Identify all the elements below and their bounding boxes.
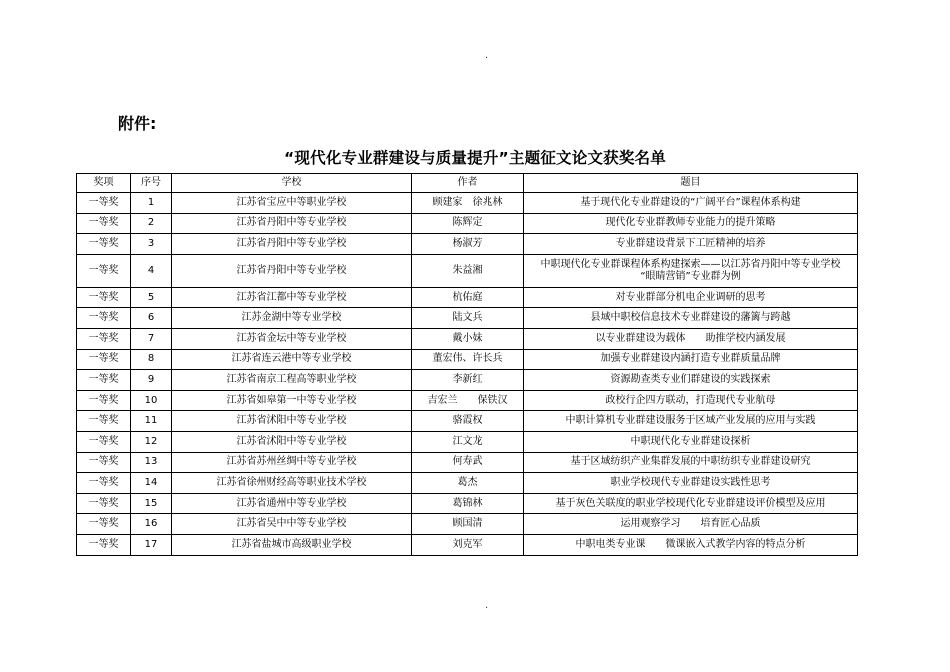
cell-school: 江苏省金坛中等专业学校 (172, 328, 412, 349)
cell-topic: 以专业群建设为载体 助推学校内涵发展 (524, 328, 858, 349)
cell-school: 江苏省宝应中等职业学校 (172, 193, 412, 214)
cell-award: 一等奖 (77, 234, 131, 255)
cell-school: 江苏省徐州财经高等职业技术学校 (172, 473, 412, 494)
cell-school: 江苏省江都中等专业学校 (172, 287, 412, 308)
cell-number: 15 (131, 493, 172, 514)
cell-number: 16 (131, 514, 172, 535)
cell-number: 12 (131, 431, 172, 452)
cell-author: 江文龙 (412, 431, 524, 452)
table-row (77, 308, 858, 329)
cell-number: 7 (131, 328, 172, 349)
cell-topic: 中职现代化专业群建设探析 (524, 431, 858, 452)
cell-author: 杭佑庭 (412, 287, 524, 308)
cell-author: 董宏伟、许长兵 (412, 349, 524, 370)
cell-topic-line-1: 中职现代化专业群课程体系构建探索——以江苏省丹阳中等专业学校 (540, 258, 841, 270)
cell-number: 8 (131, 349, 172, 370)
cell-award: 一等奖 (77, 308, 131, 329)
cell-author: 葛杰 (412, 473, 524, 494)
cell-award: 一等奖 (77, 349, 131, 370)
cell-author: 顾建家 徐兆林 (412, 193, 524, 214)
cell-school: 江苏省沭阳中等专业学校 (172, 431, 412, 452)
cell-school: 江苏金湖中等专业学校 (172, 308, 412, 329)
table-header-row (77, 174, 858, 193)
table-row (77, 234, 858, 255)
cell-author: 戴小妹 (412, 328, 524, 349)
cell-school: 江苏省如皋第一中等专业学校 (172, 390, 412, 411)
header-award: 奖项 (77, 174, 131, 193)
cell-award: 一等奖 (77, 473, 131, 494)
cell-number: 4 (131, 254, 172, 287)
cell-topic: 加强专业群建设内涵打造专业群质量品牌 (524, 349, 858, 370)
cell-number: 9 (131, 370, 172, 391)
cell-topic: 资源勘查类专业们群建设的实践探索 (524, 370, 858, 391)
table-row (77, 534, 858, 555)
page-dot-top: . (485, 50, 489, 61)
cell-number: 6 (131, 308, 172, 329)
cell-award: 一等奖 (77, 431, 131, 452)
cell-topic: 中职计算机专业群建设服务于区域产业发展的应用与实践 (524, 411, 858, 432)
cell-award: 一等奖 (77, 452, 131, 473)
cell-school: 江苏省盐城市高级职业学校 (172, 534, 412, 555)
table-row (77, 514, 858, 535)
header-number: 序号 (131, 174, 172, 193)
cell-author: 李新红 (412, 370, 524, 391)
table-row (77, 193, 858, 214)
cell-award: 一等奖 (77, 514, 131, 535)
cell-award: 一等奖 (77, 193, 131, 214)
attachment-label: 附件: (118, 114, 157, 133)
cell-award: 一等奖 (77, 287, 131, 308)
table-row (77, 213, 858, 234)
cell-award: 一等奖 (77, 534, 131, 555)
cell-author: 骆霞权 (412, 411, 524, 432)
cell-author: 顾国清 (412, 514, 524, 535)
cell-author: 何寿武 (412, 452, 524, 473)
cell-topic (524, 254, 858, 287)
cell-award: 一等奖 (77, 370, 131, 391)
cell-topic-line-2: “眼睛营销”专业群为例 (640, 270, 741, 282)
cell-award: 一等奖 (77, 493, 131, 514)
cell-number: 17 (131, 534, 172, 555)
cell-author: 葛锦林 (412, 493, 524, 514)
table-row (77, 473, 858, 494)
cell-school: 江苏省丹阳中等专业学校 (172, 234, 412, 255)
cell-school: 江苏省丹阳中等专业学校 (172, 213, 412, 234)
cell-school: 江苏省吴中中等专业学校 (172, 514, 412, 535)
cell-school: 江苏省连云港中等专业学校 (172, 349, 412, 370)
cell-school: 江苏省沭阳中等专业学校 (172, 411, 412, 432)
award-table (76, 173, 858, 556)
cell-number: 13 (131, 452, 172, 473)
table-row (77, 390, 858, 411)
cell-author: 陆文兵 (412, 308, 524, 329)
table-row (77, 287, 858, 308)
cell-school: 江苏省丹阳中等专业学校 (172, 254, 412, 287)
cell-topic: 专业群建设背景下工匠精神的培养 (524, 234, 858, 255)
cell-number: 10 (131, 390, 172, 411)
cell-author: 吉宏兰 保铁汉 (412, 390, 524, 411)
cell-topic: 运用观察学习 培育匠心品质 (524, 514, 858, 535)
cell-author: 朱益湘 (412, 254, 524, 287)
cell-author: 陈辉定 (412, 213, 524, 234)
cell-topic: 对专业群部分机电企业调研的思考 (524, 287, 858, 308)
table-row (77, 493, 858, 514)
page-title: “现代化专业群建设与质量提升”主题征文论文获奖名单 (284, 149, 666, 167)
header-topic: 题目 (524, 174, 858, 193)
cell-topic: 基于现代化专业群建设的“广阔平台”课程体系构建 (524, 193, 858, 214)
cell-topic: 基于灰色关联度的职业学校现代化专业群建设评价模型及应用 (524, 493, 858, 514)
table-row (77, 349, 858, 370)
cell-number: 5 (131, 287, 172, 308)
cell-number: 11 (131, 411, 172, 432)
table-row (77, 254, 858, 287)
cell-number: 3 (131, 234, 172, 255)
cell-award: 一等奖 (77, 411, 131, 432)
cell-award: 一等奖 (77, 328, 131, 349)
cell-award: 一等奖 (77, 213, 131, 234)
cell-topic: 现代化专业群教师专业能力的提升策略 (524, 213, 858, 234)
header-school: 学校 (172, 174, 412, 193)
cell-topic: 中职电类专业课 微课嵌入式教学内容的特点分析 (524, 534, 858, 555)
header-author: 作者 (412, 174, 524, 193)
cell-topic: 职业学校现代专业群建设实践性思考 (524, 473, 858, 494)
cell-school: 江苏省通州中等专业学校 (172, 493, 412, 514)
table-row (77, 328, 858, 349)
table-row (77, 431, 858, 452)
cell-number: 2 (131, 213, 172, 234)
cell-award: 一等奖 (77, 390, 131, 411)
cell-school: 江苏省苏州丝绸中等专业学校 (172, 452, 412, 473)
cell-topic: 政校行企四方联动，打造现代专业航母 (524, 390, 858, 411)
cell-number: 1 (131, 193, 172, 214)
cell-author: 刘克军 (412, 534, 524, 555)
cell-school: 江苏省南京工程高等职业学校 (172, 370, 412, 391)
cell-topic: 县域中职校信息技术专业群建设的藩篱与跨越 (524, 308, 858, 329)
cell-topic: 基于区域纺织产业集群发展的中职纺织专业群建设研究 (524, 452, 858, 473)
table-row (77, 452, 858, 473)
table-row (77, 411, 858, 432)
cell-award: 一等奖 (77, 254, 131, 287)
table-row (77, 370, 858, 391)
cell-author: 杨淑芳 (412, 234, 524, 255)
page-dot-bottom: . (485, 600, 489, 611)
cell-number: 14 (131, 473, 172, 494)
